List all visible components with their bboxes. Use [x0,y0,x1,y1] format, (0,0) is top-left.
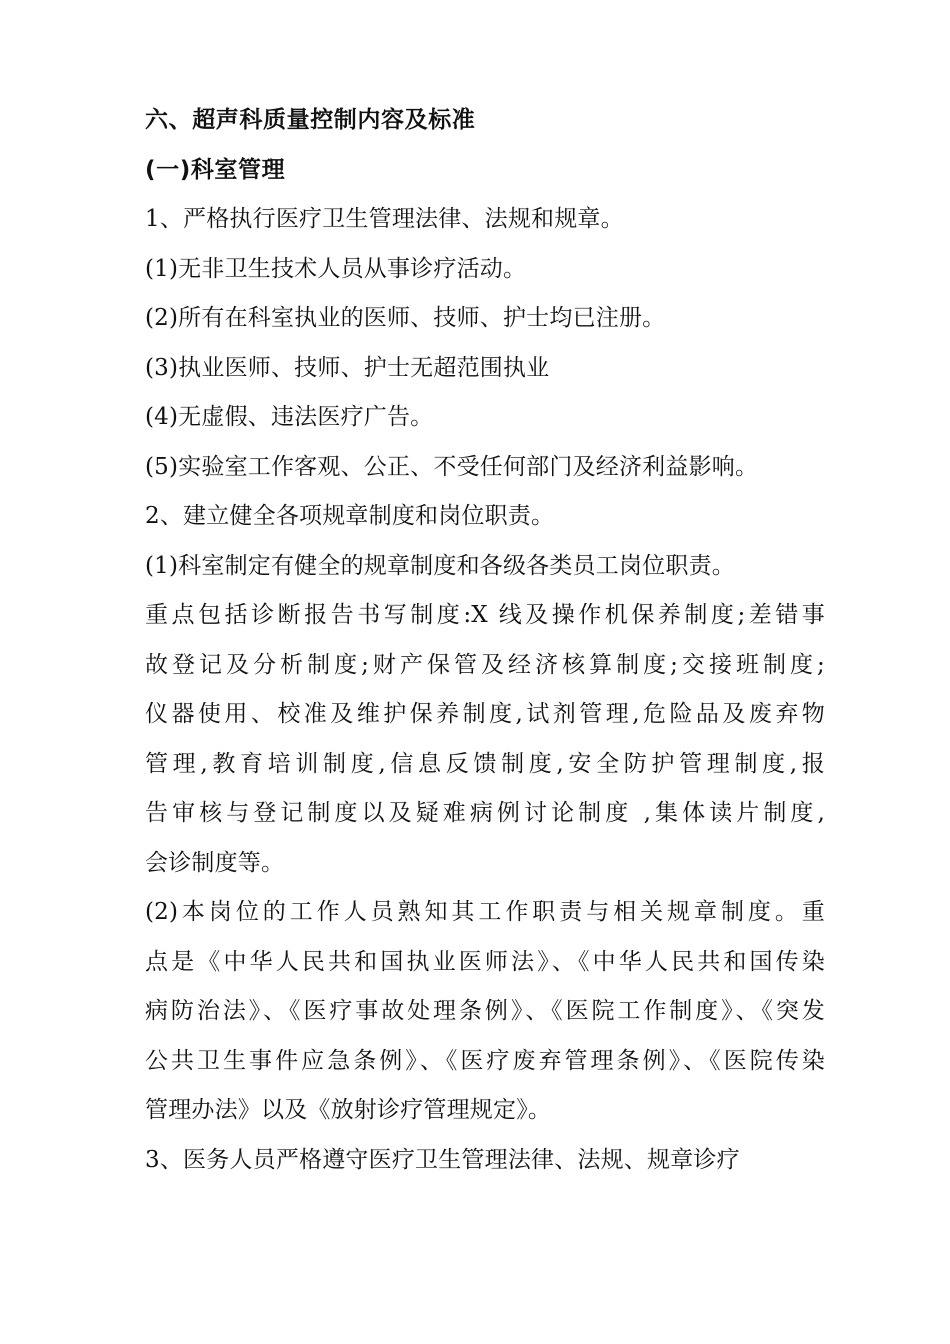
document-page [145,96,825,1185]
paragraph-line: 公共卫生事件应急条例》、《医疗废弃管理条例》、《医院传染 [145,1047,825,1074]
paragraph-line: (2)所有在科室执业的医师、技师、护士均已注册。 [145,305,666,331]
paragraph-line: (4)无虚假、违法医疗广告。 [145,404,434,430]
document-title: 六、超声科质量控制内容及标准 [145,107,476,133]
paragraph-line: 会诊制度等。 [145,849,285,876]
paragraph-line: (5)实验室工作客观、公正、不受任何部门及经济利益影响。 [145,453,759,480]
paragraph-line: (1)科室制定有健全的规章制度和各级各类员工岗位职责。 [145,552,735,579]
section-heading: (一)科室管理 [145,156,286,183]
paragraph-line: 3、医务人员严格遵守医疗卫生管理法律、法规、规章诊疗 [145,1146,740,1173]
paragraph-line: 2、建立健全各项规章制度和岗位职责。 [145,503,555,529]
paragraph-line: 仪器使用、校准及维护保养制度,试剂管理,危险品及废弃物 [145,701,825,727]
paragraph-line: 病防治法》、《医疗事故处理条例》、《医院工作制度》、《突发 [145,998,825,1024]
paragraph-line: 管理办法》以及《放射诊疗管理规定》。 [145,1097,552,1123]
paragraph-line: 告审核与登记制度以及疑难病例讨论制度 ,集体读片制度, [145,800,825,826]
paragraph-line: (1)无非卫生技术人员从事诊疗活动。 [145,255,527,282]
paragraph-line: 1、严格执行医疗卫生管理法律、法规和规章。 [145,206,624,232]
paragraph-line: (3)执业医师、技师、护士无超范围执业 [145,354,550,381]
paragraph-line: 管理,教育培训制度,信息反馈制度,安全防护管理制度,报 [145,750,825,777]
paragraph-line: 重点包括诊断报告书写制度:X 线及操作机保养制度;差错事 [145,602,825,628]
paragraph-line: (2)本岗位的工作人员熟知其工作职责与相关规章制度。重 [145,899,825,925]
paragraph-line: 故登记及分析制度;财产保管及经济核算制度;交接班制度; [145,651,825,678]
paragraph-line: 点是《中华人民共和国执业医师法》、《中华人民共和国传染 [145,948,825,975]
